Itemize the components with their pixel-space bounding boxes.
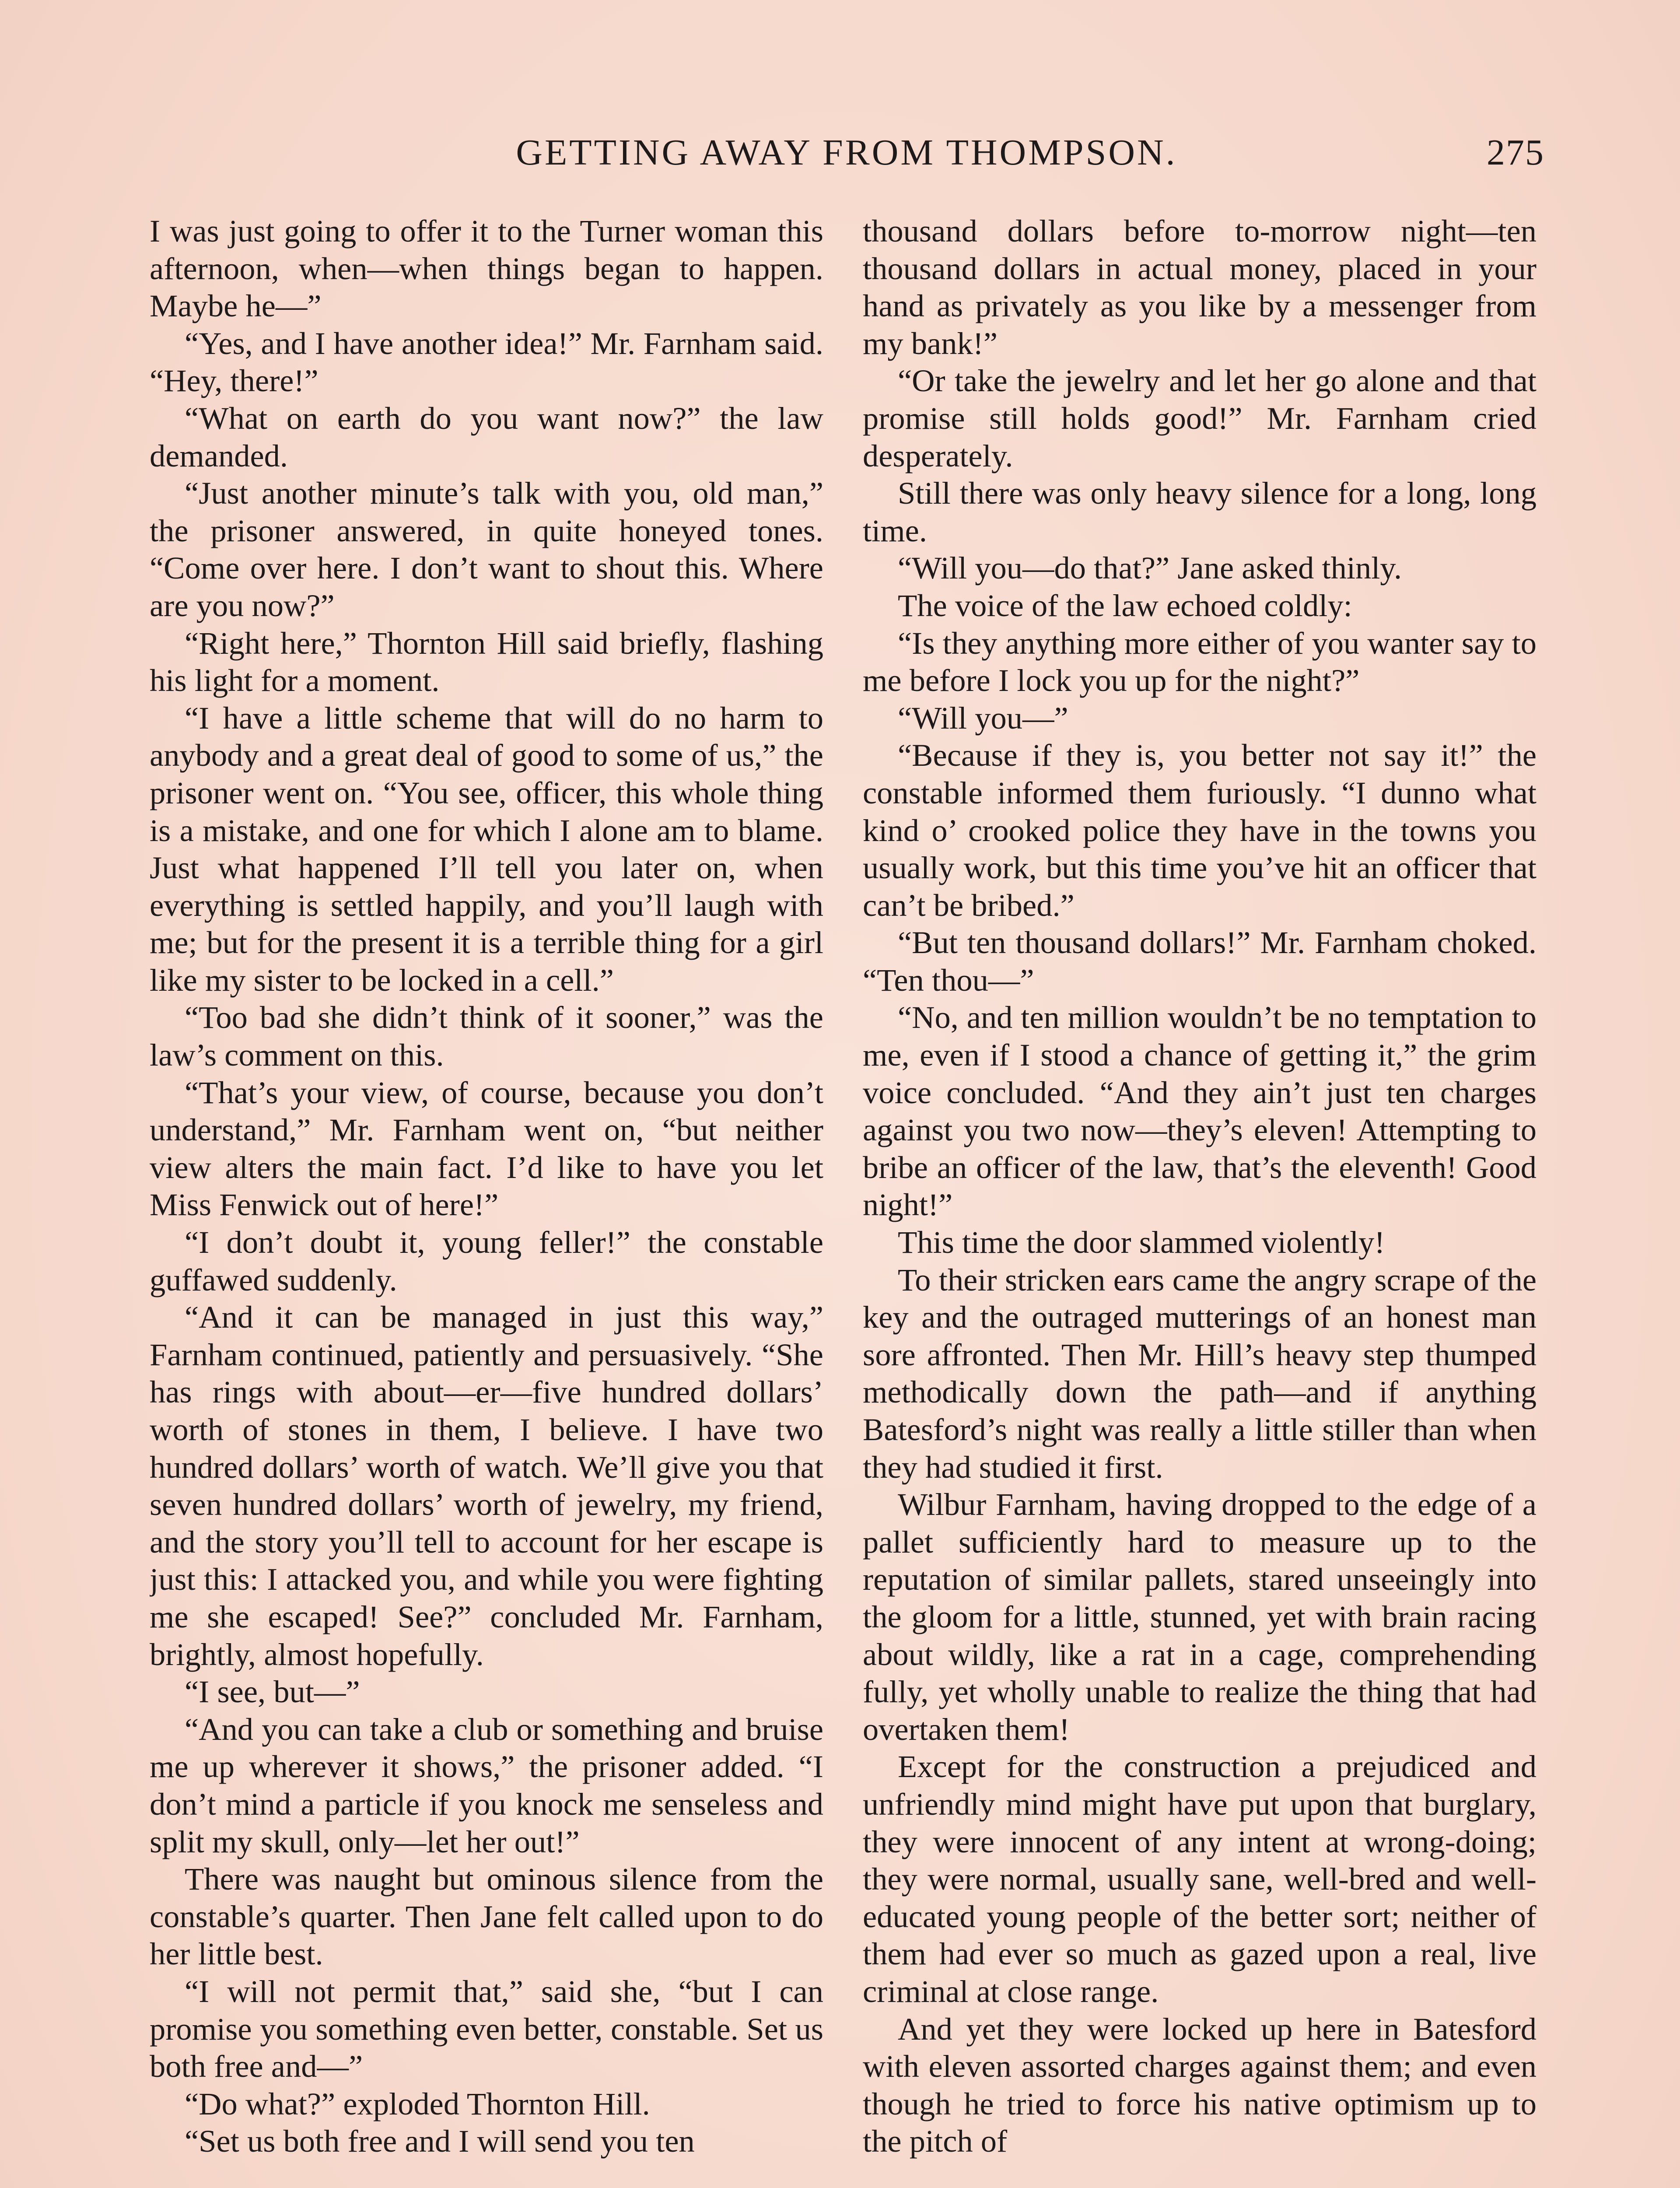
paragraph: “Because if they is, you better not say it!” the constable informed them furiously. “I dunno what kind o’ crooked police they have in the towns you usually work, but this time you’ve hit an officer that can’t be bribed.” xyxy=(863,737,1536,923)
page-number: 275 xyxy=(1487,132,1544,173)
running-head xyxy=(149,131,1544,179)
paragraph: Except for the construction a prejudiced and unfriendly mind might have put upon that burglary, they were innocent of any intent at wrong-doing; they were normal, usually sane, well-bred and well-educated young people of the better sort; neither of them had ever so much as gazed upon a real, live criminal at close range. xyxy=(863,1749,1536,2009)
paragraph: “And you can take a club or something and bruise me up wherever it shows,” the prisoner added. “I don’t mind a particle if you knock me senseless and split my skull, only—let her out!” xyxy=(150,1711,823,1859)
paragraph: “I will not permit that,” said she, “but I can promise you something even better, constable. Set us both free and—” xyxy=(150,1973,823,2084)
paragraph: “Will you—do that?” Jane asked thinly. xyxy=(898,550,1402,586)
paragraph: And yet they were locked up here in Batesford with eleven assorted charges against them; and even though he tried to force his native optimism up to the pitch of xyxy=(863,2011,1536,2159)
text-column-left xyxy=(150,212,823,2188)
paragraph: This time the door slammed violently! xyxy=(898,1224,1385,1260)
paragraph: “And it can be managed in just this way,” Farnham continued, patiently and persuasively. “She has rings with about—er—five hundred dollars’ worth of stones in them, I believe. I have two hundred dollars’ worth of watch. We’ll give you that seven hundred dollars’ worth of jewelry, my friend, and the story you’ll tell to account for her escape is just this: I attacked you, and while you were fighting me she escaped! See?” concluded Mr. Farnham, brightly, almost hopefully. xyxy=(150,1299,823,1672)
paragraph: “Just another minute’s talk with you, old man,” the prisoner answered, in quite honeyed tones. “Come over here. I don’t want to shout this. Where are you now?” xyxy=(150,475,823,623)
paragraph: Still there was only heavy silence for a long, long time. xyxy=(863,475,1536,548)
paragraph: “Too bad she didn’t think of it sooner,” was the law’s comment on this. xyxy=(150,999,823,1073)
paragraph: “Set us both free and I will send you ten xyxy=(185,2123,695,2159)
paragraph: “I don’t doubt it, young feller!” the constable guffawed suddenly. xyxy=(150,1224,823,1297)
paragraph: “No, and ten million wouldn’t be no temptation to me, even if I stood a chance of getting it,” the grim voice concluded. “And they ain’t just ten charges against you two now—they’s eleven! Attempting to bribe an officer of the law, that’s the eleventh! Good night!” xyxy=(863,999,1536,1223)
running-title: GETTING AWAY FROM THOMPSON. xyxy=(516,132,1177,173)
paragraph: The voice of the law echoed coldly: xyxy=(898,587,1352,623)
paragraph: “Will you—” xyxy=(898,700,1068,736)
text-column-right xyxy=(863,212,1536,2188)
paragraph: “Or take the jewelry and let her go alone and that promise still holds good!” Mr. Farnham cried desperately. xyxy=(863,363,1536,473)
paragraph: To their stricken ears came the angry scrape of the key and the outraged mutterings of an honest man sore affronted. Then Mr. Hill’s heavy step thumped methodically down the path—and if anything Batesford’s night was really a little stiller than when they had studied it first. xyxy=(863,1262,1536,1485)
paragraph: There was naught but ominous silence from the constable’s quarter. Then Jane felt called upon to do her little best. xyxy=(150,1861,823,1972)
paragraph: I was just going to offer it to the Turner woman this afternoon, when—when things began to happen. Maybe he—” xyxy=(150,213,823,324)
paragraph: “Is they anything more either of you wanter say to me before I lock you up for the night?” xyxy=(863,625,1536,698)
paragraph: thousand dollars before to-morrow night—ten thousand dollars in actual money, placed in your hand as privately as you like by a messenger from my bank!” xyxy=(863,213,1536,361)
paragraph: “Yes, and I have another idea!” Mr. Farnham said. “Hey, there!” xyxy=(150,325,823,399)
paragraph: “What on earth do you want now?” the law demanded. xyxy=(150,400,823,473)
paragraph: “But ten thousand dollars!” Mr. Farnham choked. “Ten thou—” xyxy=(863,925,1536,998)
paragraph: “Do what?” exploded Thornton Hill. xyxy=(185,2086,650,2121)
paragraph: Wilbur Farnham, having dropped to the edge of a pallet sufficiently hard to measure up to the reputation of similar pallets, stared unseeingly into the gloom for a little, stunned, yet with brain racing about wildly, like a rat in a cage, comprehending fully, yet wholly unable to realize the thing that had overtaken them! xyxy=(863,1487,1536,1747)
paragraph: “I have a little scheme that will do no harm to anybody and a great deal of good to some of us,” the prisoner went on. “You see, officer, this whole thing is a mistake, and one for which I alone am to blame. Just what happened I’ll tell you later on, when everything is settled happily, and you’ll laugh with me; but for the present it is a terrible thing for a girl like my sister to be locked in a cell.” xyxy=(150,700,823,998)
paragraph: “I see, but—” xyxy=(185,1674,360,1710)
paragraph: “That’s your view, of course, because you don’t understand,” Mr. Farnham went on, “but neither view alters the main fact. I’d like to have you let Miss Fenwick out of here!” xyxy=(150,1074,823,1223)
paragraph: “Right here,” Thornton Hill said briefly, flashing his light for a moment. xyxy=(150,625,823,698)
